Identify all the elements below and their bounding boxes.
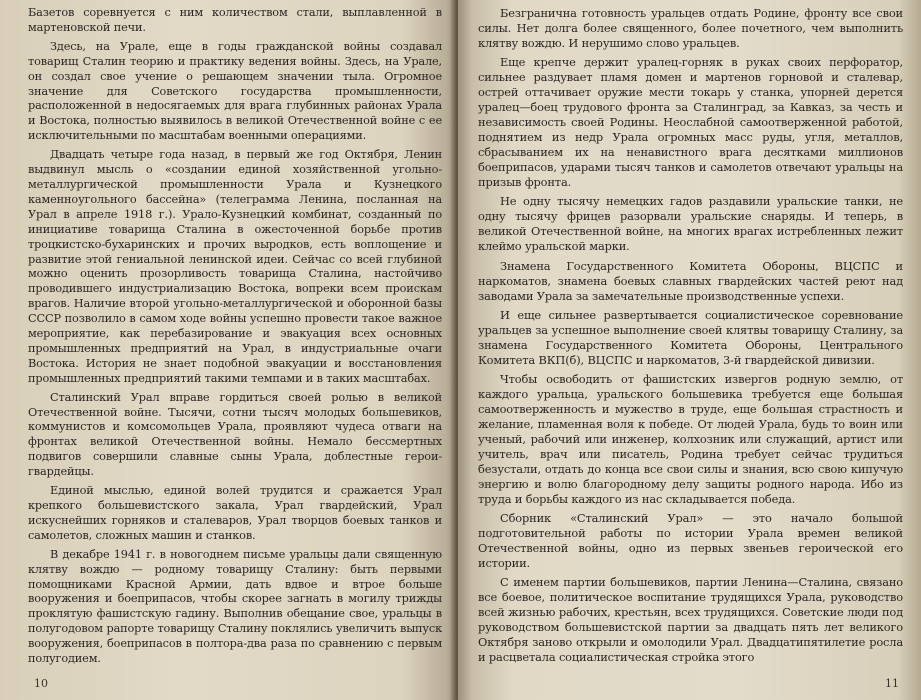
- paragraph: Здесь, на Урале, еще в годы гражданской войны создавал товарищ Сталин теорию и практику ведения войны. Здесь, на Урале, он создал свое учение о решающем значении тыла. Огромное значение для Советского государства промышленности, расположенной в недосягаемых для врага глубинных районах Урала и Востока, полностью выявилось в великой Отечественной войне с ее исключительными по масштабам военными операциями.: [28, 39, 442, 143]
- page-number: 10: [34, 677, 48, 690]
- paragraph: И еще сильнее развертывается социалистическое соревнование уральцев за успешное выполнение своей клятвы товарищу Сталину, за знамена Государственного Комитета Обороны, Центрального Комитета ВКП(б), ВЦСПС и наркоматов, 3-й гвардейской дивизии.: [478, 307, 903, 367]
- paragraph: Чтобы освободить от фашистских извергов родную землю, от каждого уральца, уральского большевика требуется еще большая самоотверженность и мужество в труде, еще большая страстность и желание, пламенная воля к победе. От людей Урала, будь то воин или ученый, рабочий или инженер, колхозник или служащий, артист или учитель, врач или писатель, Родина требует сейчас трудиться безустали, отдать до конца все свои силы и знания, всю свою кипучую энергию и волю благородному делу защиты родного народа. Ибо из труда и борьбы каждого из нас складывается победа.: [478, 371, 903, 506]
- page-number: 11: [885, 677, 899, 690]
- paragraph: Единой мыслью, единой волей трудится и сражается Урал крепкого большевистского закала, Урал гвардейский, Урал искуснейших горняков и сталеваров, Урал творцов боевых танков и самолетов, сложных машин и станков.: [28, 484, 442, 542]
- paragraph: Сталинский Урал вправе гордиться своей ролью в великой Отечественной войне. Тысячи, сотни тысяч молодых большевиков, коммунистов и комсомольцев Урала, проявляют чудеса отваги на фронтах великой Отечественной войны. Немало бессмертных подвигов совершили славные сыны Урала, доблестные герои-гвардейцы.: [28, 390, 442, 479]
- paragraph: Не одну тысячу немецких гадов раздавили уральские танки, не одну тысячу фрицев разорвали уральские снаряды. И теперь, в великой Отечественной войне, на многих врагах истребленных лежит клеймо уральской марки.: [478, 194, 903, 254]
- paragraph: Двадцать четыре года назад, в первый же год Октября, Ленин выдвинул мысль о «создании единой хозяйственной угольно-металлургической промышленности Урала и Кузнецкого каменноугольного бассейна» (телеграмма Ленина, посланная на Урал в апреле 1918 г.). Урало-Кузнецкий комбинат, созданный по инициативе товарища Сталина в ожесточенной борьбе против троцкистско-бухаринских и прочих выродков, есть воплощение и развитие этой гениальной ленинской идеи. Сейчас со всей глубиной можно оценить прозорливость товарища Сталина, настойчиво проводившего индустриализацию Востока, вопреки всем проискам врагов. Наличие второй угольно-металлургической и оборонной базы СССР позволило в самом ходе войны успешно провести такое важное мероприятие, как перебазирование и эвакуация всех основных промышленных предприятий на Урал, в индустриальные очаги Востока. История не знает подобной эвакуации и восстановления промышленных предприятий такими темпами и в таких масштабах.: [28, 148, 442, 385]
- paragraph: Знамена Государственного Комитета Обороны, ВЦСПС и наркоматов, знамена боевых славных гвардейских частей реют над заводами Урала за замечательные производственные успехи.: [478, 258, 903, 303]
- paragraph: Безгранична готовность уральцев отдать Родине, фронту все свои силы. Нет долга более священного, более почетного, чем выполнить клятву вождю. И нерушимо слово уральцев.: [478, 6, 903, 51]
- right-page: [458, 0, 921, 700]
- paragraph: Еще крепче держит уралец-горняк в руках своих перфоратор, сильнее раздувает пламя домен и мартенов горновой и сталевар, острей оттачивает оружие мести токарь у станка, упорней дерется уралец—боец трудового фронта за Сталинград, за Кавказ, за честь и независимость своей Родины. Неослабной самоотверженной работой, поднятием из недр Урала огромных масс руды, угля, металлов, сбрасыванием их на ненавистного врага десятками миллионов боеприпасов, ударами тысяч танков и самолетов отвечают уральцы на призыв фронта.: [478, 55, 903, 190]
- paragraph: С именем партии большевиков, партии Ленина—Сталина, связано все боевое, политическое воспитание трудящихся Урала, руководство всей жизнью рабочих, крестьян, всех трудящихся. Советские люди под руководством большевистской партии за двадцать пять лет великого Октября заново открыли и омолодили Урал. Двадцатипятилетие росла и расцветала социалистическая стройка этого: [478, 575, 903, 665]
- paragraph: В декабре 1941 г. в новогоднем письме уральцы дали священную клятву вождю — родному товарищу Сталину: быть первыми помощниками Красной Армии, дать вдвое и втрое больше вооружения и боеприпасов, чтобы скорее загнать в могилу трижды проклятую фашистскую гадину. Выполнив обещание свое, уральцы в полугодовом рапорте товарищу Сталину поклялись увеличить выпуск вооружения, боеприпасов в полтора-два раза по сравнению с первым полугодием.: [28, 547, 442, 666]
- paragraph: Сборник «Сталинский Урал» — это начало большой подготовительной работы по истории Урала времен великой Отечественной войны, одно из первых звеньев героической его истории.: [478, 511, 903, 571]
- left-page: [0, 0, 456, 700]
- paragraph: Базетов соревнуется с ним количеством стали, выплавленной в мартеновской печи.: [28, 6, 442, 34]
